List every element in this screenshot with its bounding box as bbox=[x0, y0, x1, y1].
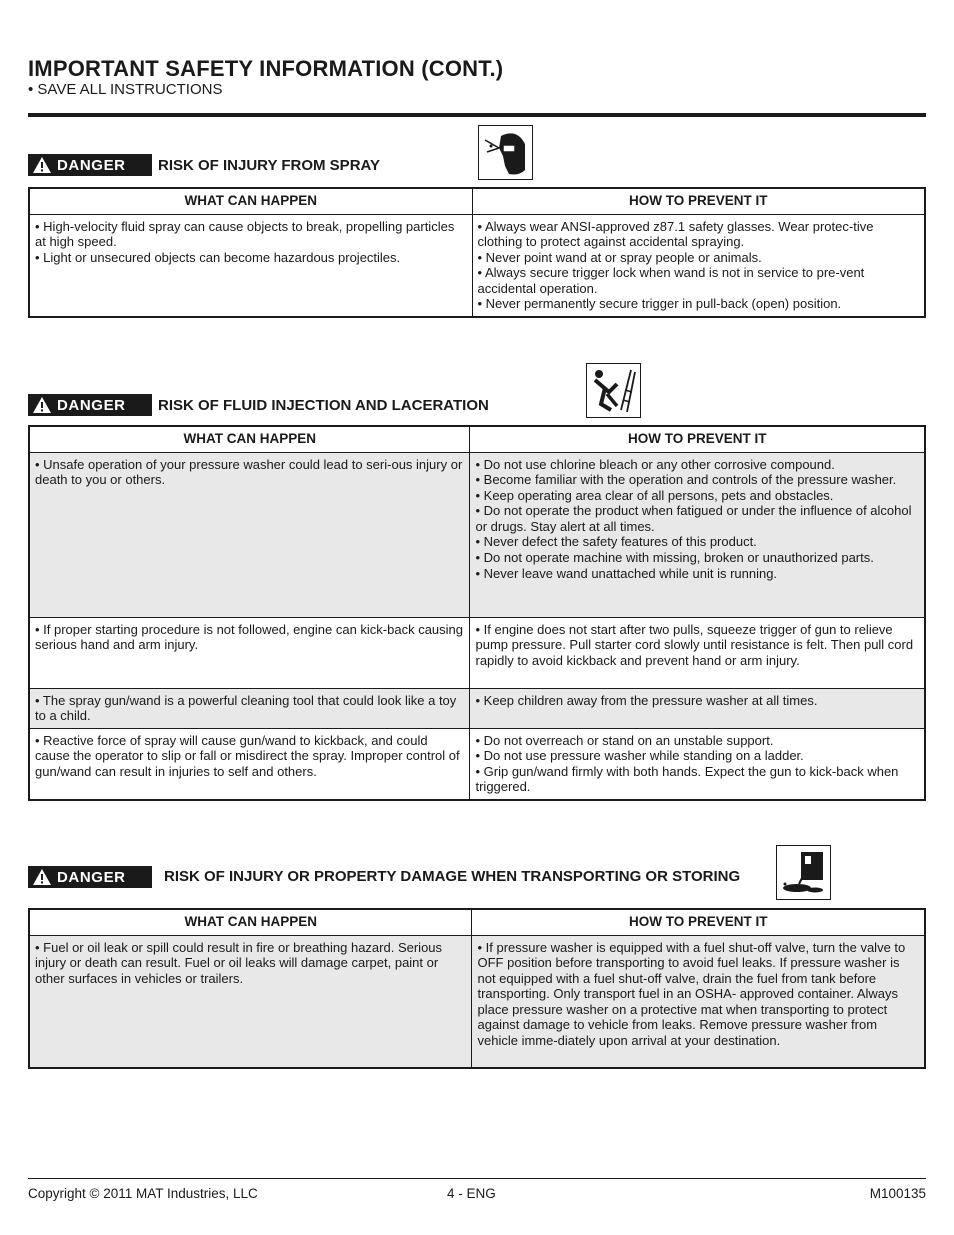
how-text: • Never permanently secure trigger in pull-back (open) position. bbox=[477, 296, 842, 312]
warning-triangle-icon bbox=[32, 868, 52, 886]
how-text: • Grip gun/wand firmly with both hands. Expect the gun to kick-back when triggered. bbox=[475, 763, 899, 795]
how-cell bbox=[470, 688, 925, 728]
table-row bbox=[29, 214, 925, 317]
col-header-how: HOW TO PREVENT IT bbox=[472, 909, 925, 935]
table-header-row bbox=[29, 426, 925, 452]
what-text: • Unsafe operation of your pressure washer could lead to seri-ous injury or death to you or others. bbox=[35, 456, 463, 488]
safety-glasses-icon bbox=[478, 125, 533, 180]
footer-copyright: Copyright © 2011 MAT Industries, LLC bbox=[28, 1186, 258, 1201]
how-text: • Always secure trigger lock when wand is not in service to pre-vent accidental operation. bbox=[477, 265, 865, 296]
how-text: • Become familiar with the operation and controls of the pressure washer. bbox=[475, 472, 897, 488]
page-subtitle: • SAVE ALL INSTRUCTIONS bbox=[28, 81, 223, 98]
danger-label: DANGER bbox=[57, 396, 126, 414]
footer-divider bbox=[28, 1178, 926, 1179]
danger-label: DANGER bbox=[57, 868, 126, 886]
table-spray bbox=[28, 187, 926, 318]
warning-triangle-icon bbox=[32, 156, 52, 174]
col-header-what: WHAT CAN HAPPEN bbox=[29, 426, 470, 452]
what-cell bbox=[29, 214, 472, 317]
table-header-row bbox=[29, 909, 925, 935]
what-cell bbox=[29, 617, 470, 688]
how-text: • Keep operating area clear of all persons, pets and obstacles. bbox=[475, 487, 834, 503]
col-header-what: WHAT CAN HAPPEN bbox=[29, 909, 472, 935]
title-divider bbox=[28, 113, 926, 117]
how-text: • Do not use chlorine bleach or any other corrosive compound. bbox=[475, 456, 835, 472]
what-cell bbox=[29, 728, 470, 800]
danger-badge bbox=[28, 154, 152, 176]
danger-label: DANGER bbox=[57, 156, 126, 174]
what-text: • Light or unsecured objects can become hazardous projectiles. bbox=[35, 249, 401, 265]
danger-badge bbox=[28, 866, 152, 888]
what-text: • The spray gun/wand is a powerful cleaning tool that could look like a toy to a child. bbox=[35, 692, 457, 724]
what-cell bbox=[29, 688, 470, 728]
what-text: • Reactive force of spray will cause gun/wand to kickback, and could cause the operator to slip or fall or misdirect the spray. Improper control of gun/wand can result in injuries to self and others. bbox=[35, 732, 460, 779]
what-text: • High-velocity fluid spray can cause objects to break, propelling particles at high speed. bbox=[35, 218, 455, 250]
what-text: • Fuel or oil leak or spill could result in fire or breathing hazard. Serious injury or death can result. Fuel or oil leaks will damage carpet, paint or other surfaces in vehicles or trailers. bbox=[35, 939, 443, 986]
what-text: • If proper starting procedure is not followed, engine can kick-back causing serious hand and arm injury. bbox=[35, 621, 464, 653]
how-cell bbox=[472, 214, 925, 317]
how-cell bbox=[470, 728, 925, 800]
table-row bbox=[29, 617, 925, 688]
warning-triangle-icon bbox=[32, 396, 52, 414]
table-row bbox=[29, 452, 925, 617]
table-row bbox=[29, 935, 925, 1068]
how-cell bbox=[472, 935, 925, 1068]
section-title-spray: RISK OF INJURY FROM SPRAY bbox=[158, 157, 380, 174]
how-text: • Never defect the safety features of this product. bbox=[475, 534, 757, 550]
col-header-how: HOW TO PREVENT IT bbox=[472, 188, 925, 214]
how-text: • Do not overreach or stand on an unstable support. bbox=[475, 732, 774, 748]
col-header-how: HOW TO PREVENT IT bbox=[470, 426, 925, 452]
how-text: • If pressure washer is equipped with a fuel shut-off valve, turn the valve to OFF position before transporting to avoid fuel leaks. If pressure washer is not equipped with a fuel shut-off valve, drain the fuel from tank before transporting. Only transport fuel in an OSHA- approved container. Always place pressure washer on a protective mat when transporting to protect against damage to vehicle from leaks. Remove pressure washer from vehicle imme-diately upon arrival at your destination. bbox=[477, 939, 906, 1049]
how-text: • Always wear ANSI-approved z87.1 safety glasses. Wear protec-tive clothing to protect against accidental spraying. bbox=[477, 218, 874, 250]
col-header-what: WHAT CAN HAPPEN bbox=[29, 188, 472, 214]
how-text: • Do not use pressure washer while standing on a ladder. bbox=[475, 748, 804, 764]
table-row bbox=[29, 688, 925, 728]
section-header-spray bbox=[28, 154, 926, 180]
what-cell bbox=[29, 935, 472, 1068]
section-title-injection: RISK OF FLUID INJECTION AND LACERATION bbox=[158, 397, 489, 414]
footer-doc-id: M100135 bbox=[869, 1186, 926, 1201]
section-title-transport: RISK OF INJURY OR PROPERTY DAMAGE WHEN TRANSPORTING OR STORING bbox=[164, 868, 741, 885]
section-header-injection bbox=[28, 394, 926, 420]
how-text: • If engine does not start after two pulls, squeeze trigger of gun to relieve pump pressure. Pull starter cord slowly until resistance is felt. Then pull cord rapidly to avoid kickback and prevent hand or arm injury. bbox=[475, 621, 914, 668]
how-text: • Never point wand at or spray people or animals. bbox=[477, 249, 762, 265]
how-text: • Keep children away from the pressure washer at all times. bbox=[475, 692, 818, 708]
table-transport bbox=[28, 908, 926, 1069]
how-text: • Never leave wand unattached while unit is running. bbox=[475, 565, 778, 581]
how-text: • Do not operate machine with missing, broken or unauthorized parts. bbox=[475, 550, 874, 566]
how-text: • Do not operate the product when fatigued or under the influence of alcohol or drugs. Stay alert at all times. bbox=[475, 503, 912, 534]
footer-page-number: 4 - ENG bbox=[447, 1186, 496, 1201]
fluid-injection-icon bbox=[586, 363, 641, 418]
table-header-row bbox=[29, 188, 925, 214]
fuel-spill-icon bbox=[776, 845, 831, 900]
table-row bbox=[29, 728, 925, 800]
what-cell bbox=[29, 452, 470, 617]
how-cell bbox=[470, 452, 925, 617]
page-title: IMPORTANT SAFETY INFORMATION (CONT.) bbox=[28, 56, 504, 81]
how-cell bbox=[470, 617, 925, 688]
table-injection bbox=[28, 425, 926, 801]
danger-badge bbox=[28, 394, 152, 416]
